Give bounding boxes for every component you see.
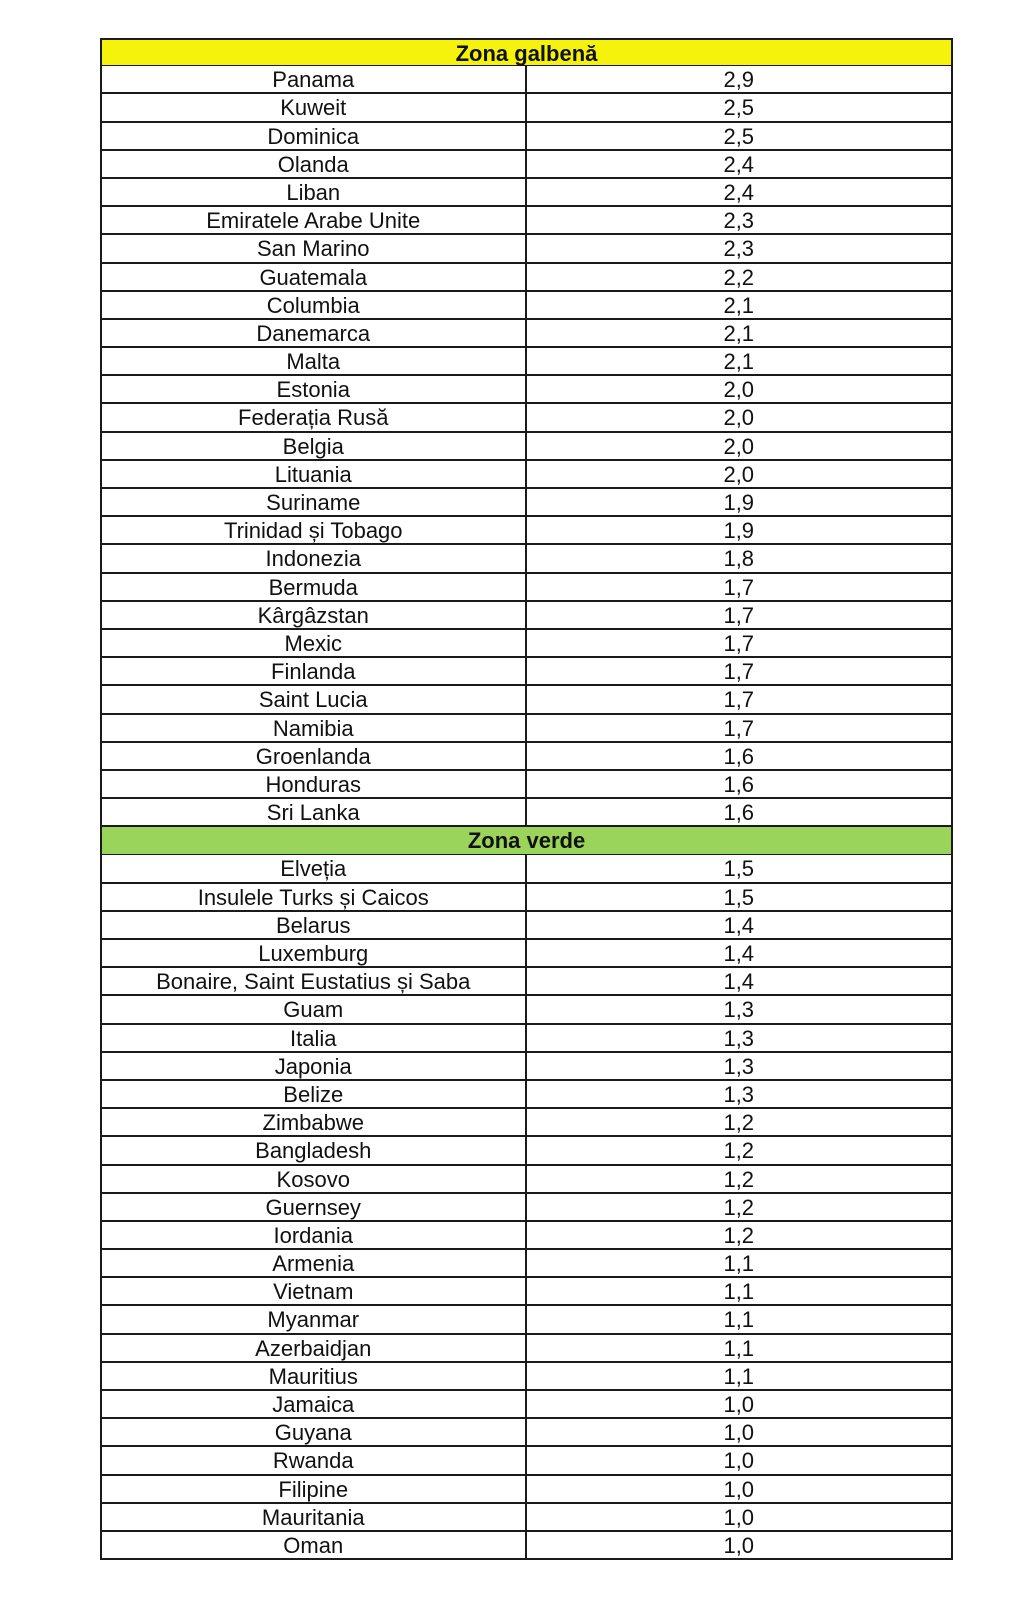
value-cell: 2,2 <box>723 264 755 290</box>
country-cell: Italia <box>102 1025 527 1051</box>
table-row <box>100 179 953 207</box>
table-row <box>100 1476 953 1504</box>
country-cell: Azerbaidjan <box>102 1335 527 1361</box>
value-cell: 2,0 <box>723 405 755 431</box>
value-cell: 2,1 <box>723 349 755 375</box>
table-row <box>100 1166 953 1194</box>
country-cell: Zimbabwe <box>102 1109 527 1135</box>
country-cell: Armenia <box>102 1250 527 1276</box>
country-cell: Emiratele Arabe Unite <box>102 207 527 233</box>
section-header-yellow: Zona galbenă <box>100 38 953 66</box>
value-cell: 1,2 <box>723 1222 755 1248</box>
value-cell: 2,0 <box>723 377 755 403</box>
table-row <box>100 855 953 883</box>
value-cell: 1,0 <box>723 1532 755 1558</box>
value-cell: 1,7 <box>723 659 755 685</box>
table-row <box>100 602 953 630</box>
table-row <box>100 264 953 292</box>
country-cell: Suriname <box>102 489 527 515</box>
country-cell: Guam <box>102 996 527 1022</box>
value-cell: 1,6 <box>723 771 755 797</box>
value-cell: 1,7 <box>723 630 755 656</box>
country-cell: Trinidad și Tobago <box>102 517 527 543</box>
country-cell: Mexic <box>102 630 527 656</box>
value-cell: 2,5 <box>723 95 755 121</box>
value-cell: 2,3 <box>723 208 755 234</box>
table-row <box>100 1025 953 1053</box>
value-cell: 2,1 <box>723 292 755 318</box>
country-cell: Saint Lucia <box>102 686 527 712</box>
country-cell: Bonaire, Saint Eustatius și Saba <box>102 968 527 994</box>
value-cell: 1,0 <box>723 1504 755 1530</box>
country-cell: Jamaica <box>102 1391 527 1417</box>
value-cell: 1,6 <box>723 800 755 826</box>
country-cell: Belize <box>102 1081 527 1107</box>
country-cell: San Marino <box>102 235 527 261</box>
table-row <box>100 1081 953 1109</box>
country-cell: Panama <box>102 66 527 92</box>
table-row <box>100 715 953 743</box>
country-cell: Iordania <box>102 1222 527 1248</box>
table-row <box>100 1053 953 1081</box>
country-cell: Danemarca <box>102 320 527 346</box>
country-cell: Guyana <box>102 1419 527 1445</box>
table-row <box>100 1363 953 1391</box>
table-row <box>100 151 953 179</box>
value-cell: 1,3 <box>723 1025 755 1051</box>
value-cell: 2,0 <box>723 461 755 487</box>
country-cell: Rwanda <box>102 1447 527 1473</box>
table-row <box>100 517 953 545</box>
value-cell: 1,0 <box>723 1392 755 1417</box>
country-cell: Vietnam <box>102 1278 527 1304</box>
table-row <box>100 658 953 686</box>
table-row <box>100 433 953 461</box>
table-row <box>100 320 953 348</box>
value-cell: 2,1 <box>723 320 755 346</box>
value-cell: 1,4 <box>723 912 755 938</box>
country-cell: Columbia <box>102 292 527 318</box>
value-cell: 1,2 <box>723 1194 755 1220</box>
value-cell: 1,7 <box>723 687 755 713</box>
value-cell: 2,4 <box>723 151 755 177</box>
country-cell: Honduras <box>102 771 527 797</box>
value-cell: 1,1 <box>723 1363 755 1389</box>
table-row <box>100 1335 953 1363</box>
table-row <box>100 123 953 151</box>
value-cell: 1,7 <box>723 574 755 600</box>
table-row <box>100 207 953 235</box>
table-row <box>100 1447 953 1475</box>
country-cell: Japonia <box>102 1053 527 1079</box>
table-row <box>100 1250 953 1278</box>
value-cell: 1,0 <box>723 1476 755 1502</box>
value-cell: 1,9 <box>723 518 755 544</box>
country-cell: Myanmar <box>102 1306 527 1332</box>
value-cell: 2,9 <box>723 67 755 93</box>
table-row <box>100 1306 953 1334</box>
value-cell: 2,5 <box>723 123 755 149</box>
table-row <box>100 968 953 996</box>
value-cell: 1,1 <box>723 1307 755 1333</box>
value-cell: 1,7 <box>723 602 755 628</box>
table-row <box>100 1391 953 1419</box>
value-cell: 1,0 <box>723 1448 755 1474</box>
value-cell: 1,4 <box>723 941 755 966</box>
table-row <box>100 1532 953 1560</box>
table-row <box>100 235 953 263</box>
country-cell: Dominica <box>102 123 527 149</box>
value-cell: 1,3 <box>723 1053 755 1079</box>
table-row <box>100 1109 953 1137</box>
country-cell: Guatemala <box>102 264 527 290</box>
country-cell: Insulele Turks și Caicos <box>102 884 527 910</box>
country-cell: Kosovo <box>102 1166 527 1192</box>
country-cell: Elveția <box>102 855 527 881</box>
table-row <box>100 1504 953 1532</box>
value-cell: 1,5 <box>723 884 755 910</box>
value-cell: 1,1 <box>723 1279 755 1305</box>
table-row <box>100 489 953 517</box>
table-row <box>100 376 953 404</box>
table-row <box>100 996 953 1024</box>
country-cell: Lituania <box>102 461 527 487</box>
country-cell: Bermuda <box>102 574 527 600</box>
country-cell: Federația Rusă <box>102 404 527 430</box>
table-row <box>100 686 953 714</box>
table-row <box>100 461 953 489</box>
country-cell: Indonezia <box>102 545 527 571</box>
table-row <box>100 1419 953 1447</box>
country-cell: Finlanda <box>102 658 527 684</box>
table-row <box>100 404 953 432</box>
table-row <box>100 66 953 94</box>
value-cell: 1,4 <box>723 969 755 995</box>
table-row <box>100 1278 953 1306</box>
value-cell: 2,0 <box>723 433 755 459</box>
value-cell: 1,0 <box>723 1420 755 1446</box>
value-cell: 2,3 <box>723 236 755 262</box>
value-cell: 1,6 <box>723 743 755 769</box>
country-cell: Bangladesh <box>102 1137 527 1163</box>
country-cell: Luxemburg <box>102 940 527 966</box>
country-cell: Estonia <box>102 376 527 402</box>
table-row <box>100 799 953 827</box>
table-row <box>100 574 953 602</box>
country-cell: Oman <box>102 1532 527 1558</box>
country-cell: Guernsey <box>102 1194 527 1220</box>
country-cell: Groenlanda <box>102 743 527 769</box>
value-cell: 1,2 <box>723 1110 755 1136</box>
table-row <box>100 545 953 573</box>
table-row <box>100 771 953 799</box>
country-cell: Olanda <box>102 151 527 177</box>
section-header-green: Zona verde <box>100 827 953 855</box>
country-cell: Belarus <box>102 912 527 938</box>
value-cell: 1,9 <box>723 490 755 515</box>
country-cell: Malta <box>102 348 527 374</box>
value-cell: 1,3 <box>723 997 755 1023</box>
table-row <box>100 292 953 320</box>
value-cell: 1,7 <box>723 715 755 741</box>
value-cell: 1,1 <box>723 1335 755 1361</box>
value-cell: 1,5 <box>723 856 755 882</box>
country-cell: Kârgâzstan <box>102 602 527 628</box>
table-row <box>100 348 953 376</box>
table-row <box>100 1222 953 1250</box>
country-cell: Namibia <box>102 715 527 741</box>
value-cell: 1,1 <box>723 1251 755 1277</box>
zones-table <box>100 38 953 1560</box>
value-cell: 1,3 <box>723 1081 755 1107</box>
country-cell: Liban <box>102 179 527 205</box>
table-row <box>100 940 953 968</box>
country-cell: Belgia <box>102 433 527 459</box>
value-cell: 1,8 <box>723 546 755 572</box>
table-row <box>100 743 953 771</box>
table-row <box>100 912 953 940</box>
country-cell: Filipine <box>102 1476 527 1502</box>
country-cell: Mauritius <box>102 1363 527 1389</box>
table-row <box>100 1194 953 1222</box>
table-row <box>100 630 953 658</box>
table-row <box>100 94 953 122</box>
table-row <box>100 1137 953 1165</box>
value-cell: 2,4 <box>723 179 755 205</box>
country-cell: Kuweit <box>102 94 527 120</box>
country-cell: Sri Lanka <box>102 799 527 825</box>
value-cell: 1,2 <box>723 1166 755 1192</box>
value-cell: 1,2 <box>723 1138 755 1164</box>
country-cell: Mauritania <box>102 1504 527 1530</box>
table-row <box>100 884 953 912</box>
